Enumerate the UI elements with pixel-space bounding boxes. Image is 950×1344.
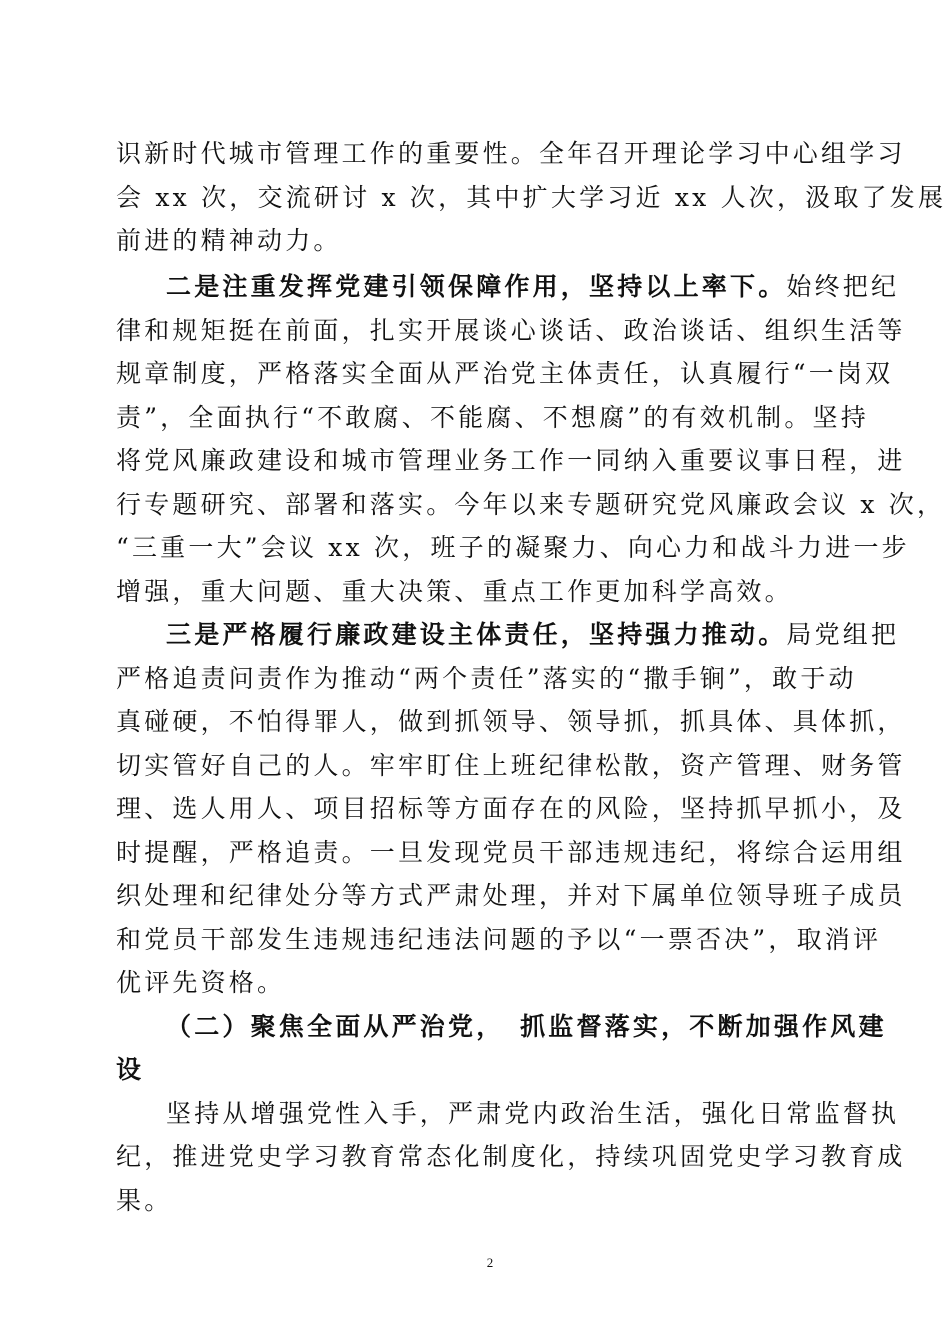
text-line: 织处理和纪律处分等方式严肃处理，并对下属单位领导班子成员: [116, 881, 906, 910]
paragraph-lead-sentence: 三是严格履行廉政建设主体责任，坚持强力推动。: [166, 620, 787, 649]
text-line: 行专题研究、部署和落实。今年以来专题研究党风廉政会议 x 次，: [116, 490, 946, 519]
paragraph-lead-sentence: 二是注重发挥党建引领保障作用，坚持以上率下。: [166, 272, 787, 301]
section-heading: （二）聚焦全面从严治党， 抓监督落实，不断加强作风建: [166, 1012, 887, 1041]
page-number: 2: [486, 1255, 494, 1270]
text-line: 责”，全面执行“不敢腐、不能腐、不想腐”的有效机制。坚持: [116, 403, 869, 432]
text-line: 严格追责问责作为推动“两个责任”落实的“撒手锏”，敢于动: [116, 664, 857, 693]
text-line: “三重一大”会议 xx 次，班子的凝聚力、向心力和战斗力进一步: [116, 533, 910, 562]
text-line: 切实管好自己的人。牢牢盯住上班纪律松散，资产管理、财务管: [116, 751, 906, 780]
paragraph-heading-line: 三是严格履行廉政建设主体责任，坚持强力推动。局党组把: [166, 620, 900, 649]
text-line: 优评先资格。: [116, 968, 286, 997]
text-line: 规章制度，严格落实全面从严治党主体责任，认真履行“一岗双: [116, 359, 894, 388]
text-line: 会 xx 次，交流研讨 x 次，其中扩大学习近 xx 人次，汲取了发展: [116, 183, 947, 212]
section-heading-continuation: 设: [116, 1055, 145, 1084]
text-line: 和党员干部发生违规违纪违法问题的予以“一票否决”，取消评: [116, 925, 882, 954]
text-line: 纪，推进党史学习教育常态化制度化，持续巩固党史学习教育成: [116, 1142, 906, 1171]
text-line: 增强，重大问题、重大决策、重点工作更加科学高效。: [116, 577, 793, 606]
text-line: 将党风廉政建设和城市管理业务工作一同纳入重要议事日程，进: [116, 446, 906, 475]
text-line: 律和规矩挺在前面，扎实开展谈心谈话、政治谈话、组织生活等: [116, 316, 906, 345]
text-line: 真碰硬，不怕得罪人，做到抓领导、领导抓，抓具体、具体抓，: [116, 707, 906, 736]
text-line: 时提醒，严格追责。一旦发现党员干部违规违纪，将综合运用组: [116, 838, 906, 867]
text-line: 果。: [116, 1186, 173, 1215]
text-line: 识新时代城市管理工作的重要性。全年召开理论学习中心组学习: [116, 139, 906, 168]
text-line: 前进的精神动力。: [116, 226, 342, 255]
paragraph-heading-line: 二是注重发挥党建引领保障作用，坚持以上率下。始终把纪: [166, 272, 900, 301]
text-line: 坚持从增强党性入手，严肃党内政治生活，强化日常监督执: [166, 1099, 900, 1128]
text-line: 理、选人用人、项目招标等方面存在的风险，坚持抓早抓小，及: [116, 794, 906, 823]
